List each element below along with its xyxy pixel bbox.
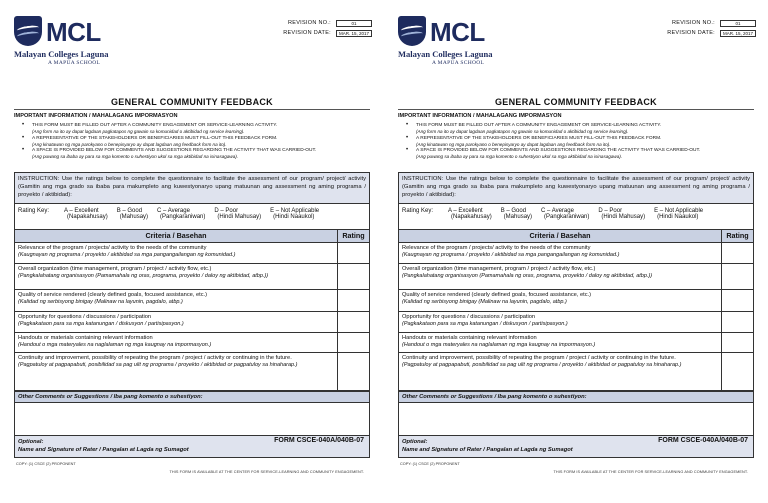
rating-cell[interactable] (721, 312, 753, 332)
optional-signature-label: Name and Signature of Rater / Pangalan at Lagda ng Sumagot (18, 446, 189, 453)
rating-cell[interactable] (721, 290, 753, 311)
other-comments-field[interactable] (398, 403, 754, 436)
rating-key-item: E – Not Applicable (Hindi Naaukol) (654, 208, 704, 220)
instruction-box: INSTRUCTION: Use the ratings below to complete the questionnaire to facilitate the assessment of our program/ project/ activity (Gamitin ang mga grado sa ibaba para makumpleto ang kuwestyonaryo upang matuunan ang assessment ng aming programa / proyekto / aktibidad): (398, 172, 754, 204)
logo-text: MCL (430, 17, 485, 47)
availability-note: THIS FORM IS AVAILABLE AT THE CENTER FOR SERVICE-LEARNING AND COMMUNITY ENGAGEMENT. (169, 470, 364, 474)
list-item: • A SPACE IS PROVIDED BELOW FOR COMMENTS AND SUGGESTIONS REGARDING THE ACTIVITY THAT WAS CARRIED-OUT. (Ang puwang sa ibaba ay para sa mga komento o suhestiyon ukol sa mga aktibidad na isinasagawa). (406, 148, 754, 160)
rating-key (14, 204, 370, 230)
revision-no-value: 01 (720, 20, 756, 27)
rating-key (398, 204, 754, 230)
important-info-title: IMPORTANT INFORMATION / MAHALAGANG IMPORMASYON (14, 113, 178, 119)
list-item: • THIS FORM MUST BE FILLED OUT AFTER A COMMUNITY ENGAGEMENT OR SERVICE-LEARNING ACTIVITY. (Ang form na ito ay dapat lagdaan pagkatapos ng gawain sa komunidad o aktibidad ng service learning). (406, 123, 754, 135)
revision-no-label: REVISION NO.: (671, 20, 715, 26)
other-comments-label: Other Comments or Suggestions / Iba pang komento o suhestiyon: (14, 391, 370, 403)
rating-cell[interactable] (721, 353, 753, 390)
copy-note: COPY: (1) CSCE (2) PROPONENT (16, 462, 76, 466)
optional-label: Optional: (402, 439, 428, 445)
revision-no-label: REVISION NO.: (287, 20, 331, 26)
optional-label: Optional: (18, 439, 44, 445)
rating-key-label: Rating Key: (402, 208, 434, 214)
list-item: • THIS FORM MUST BE FILLED OUT AFTER A COMMUNITY ENGAGEMENT OR SERVICE-LEARNING ACTIVITY. (Ang form na ito ay dapat lagdaan pagkatapos ng gawain sa komunidad o aktibidad ng service learning). (22, 123, 370, 135)
table-row: Quality of service rendered (clearly defined goals, focused assistance, etc.) (Kalidad ng serbisyong binigay (Malinaw na layunin, pagdalo, atbp.) (14, 290, 370, 312)
table-row: Opportunity for questions / discussions / participation (Pagkakataon para sa mga katanungan / diskusyon / partisipasyon.) (398, 312, 754, 333)
school-logo (14, 16, 144, 76)
table-row: Opportunity for questions / discussions / participation (Pagkakataon para sa mga katanungan / diskusyon / partisipasyon.) (14, 312, 370, 333)
other-comments-field[interactable] (14, 403, 370, 436)
revision-date-label: REVISION DATE: (283, 30, 331, 36)
table-row: Continuity and improvement, possibility of repeating the program / project / activity or continuing in the future. (Pagpatuloy at pagpapabuti, posibilidad sa pag ulit ng programa / proyekto / aktibidad or pagpatuloy sa hinaharap.) (398, 353, 754, 391)
logo-text: MCL (46, 17, 101, 47)
revision-info (667, 18, 756, 38)
rating-cell[interactable] (721, 243, 753, 263)
mcl-shield-icon (14, 16, 42, 46)
form-title: GENERAL COMMUNITY FEEDBACK (495, 97, 657, 107)
rating-cell[interactable] (337, 290, 369, 311)
form-code: FORM CSCE-040A/040B-07 (274, 437, 364, 444)
table-row: Continuity and improvement, possibility of repeating the program / project / activity or continuing in the future. (Pagpatuloy at pagpapabuti, posibilidad sa pag ulit ng programa / proyekto / aktibidad or pagpatuloy sa hinaharap.) (14, 353, 370, 391)
form-page-right (384, 0, 768, 503)
rating-cell[interactable] (337, 333, 369, 352)
rating-cell[interactable] (337, 312, 369, 332)
school-subtitle: A MAPÚA SCHOOL (432, 60, 485, 66)
instruction-box: INSTRUCTION: Use the ratings below to complete the questionnaire to facilitate the assessment of our program/ project/ activity (Gamitin ang mga grado sa ibaba para makumpleto ang kuwestyonaryo upang matuunan ang assessment ng aming programa / proyekto / aktibidad): (14, 172, 370, 204)
rating-key-item: A – Excellent (Napakahusay) (448, 208, 492, 220)
table-row: Quality of service rendered (clearly defined goals, focused assistance, etc.) (Kalidad ng serbisyong binigay (Malinaw na layunin, pagdalo, atbp.) (398, 290, 754, 312)
optional-signature-label: Name and Signature of Rater / Pangalan at Lagda ng Sumagot (402, 446, 573, 453)
revision-date-label: REVISION DATE: (667, 30, 715, 36)
important-info-title: IMPORTANT INFORMATION / MAHALAGANG IMPORMASYON (398, 113, 562, 119)
rating-cell[interactable] (337, 353, 369, 390)
revision-info (283, 18, 372, 38)
criteria-header-row (14, 230, 370, 243)
criteria-table (14, 243, 370, 391)
table-row: Handouts or materials containing relevant information (Handout o mga materyales na naglalaman ng mga kaugnay na impormasyon.) (14, 333, 370, 353)
rating-key-item: B – Good (Mahusay) (500, 208, 533, 220)
revision-date-value: MAR. 15, 2017 (336, 30, 372, 37)
rating-key-item: A – Excellent (Napakahusay) (64, 208, 108, 220)
form-code: FORM CSCE-040A/040B-07 (658, 437, 748, 444)
table-row: Handouts or materials containing relevant information (Handout o mga materyales na naglalaman ng mga kaugnay na impormasyon.) (398, 333, 754, 353)
table-row: Overall organization (time management, program / project / activity flow, etc.) (Pangkalahatang organisasyon (Pamamahala ng oras, programa, proyekto / daloy ng aktibidad, atbp.)) (14, 264, 370, 290)
divider (14, 109, 370, 110)
revision-date-value: MAR. 15, 2017 (720, 30, 756, 37)
important-info-list (406, 123, 754, 161)
school-subtitle: A MAPÚA SCHOOL (48, 60, 101, 66)
list-item: • A REPRESENTATIVE OF THE STAKEHOLDERS OR BENEFICIARIES MUST FILL-OUT THIS FEEDBACK FORM. (Ang kinatawan ng mga parokyano o benepisyaryo ay dapat lagdaan ang feedback form na ito). (22, 136, 370, 148)
divider (398, 109, 754, 110)
list-item: • A REPRESENTATIVE OF THE STAKEHOLDERS OR BENEFICIARIES MUST FILL-OUT THIS FEEDBACK FORM. (Ang kinatawan ng mga parokyano o benepisyaryo ay dapat lagdaan ang feedback form na ito). (406, 136, 754, 148)
important-info-list (22, 123, 370, 161)
rating-header: Rating (337, 230, 369, 242)
list-item: • A SPACE IS PROVIDED BELOW FOR COMMENTS AND SUGGESTIONS REGARDING THE ACTIVITY THAT WAS CARRIED-OUT. (Ang puwang sa ibaba ay para sa mga komento o suhestiyon ukol sa mga aktibidad na isinasagawa). (22, 148, 370, 160)
school-logo (398, 16, 528, 76)
availability-note: THIS FORM IS AVAILABLE AT THE CENTER FOR SERVICE-LEARNING AND COMMUNITY ENGAGEMENT. (553, 470, 748, 474)
table-row: Relevance of the program / projects/ activity to the needs of the community (Kaugnayan ng programa / proyekto / aktibidad sa mga pangangailangan ng komunidad.) (14, 243, 370, 264)
other-comments-label: Other Comments or Suggestions / Iba pang komento o suhestiyon: (398, 391, 754, 403)
rating-cell[interactable] (721, 333, 753, 352)
table-row: Overall organization (time management, program / project / activity flow, etc.) (Pangkalahatang organisasyon (Pamamahala ng oras, programa, proyekto / daloy ng aktibidad, atbp.)) (398, 264, 754, 290)
rating-cell[interactable] (337, 264, 369, 289)
criteria-table (398, 243, 754, 391)
mcl-shield-icon (398, 16, 426, 46)
form-title: GENERAL COMMUNITY FEEDBACK (111, 97, 273, 107)
rating-key-item: D – Poor (Hindi Mahusay) (598, 208, 646, 220)
rating-cell[interactable] (337, 243, 369, 263)
criteria-header: Criteria / Basehan (529, 231, 591, 240)
revision-no-value: 01 (336, 20, 372, 27)
rating-header: Rating (721, 230, 753, 242)
rating-key-item: E – Not Applicable (Hindi Naaukol) (270, 208, 320, 220)
table-row: Relevance of the program / projects/ activity to the needs of the community (Kaugnayan ng programa / proyekto / aktibidad sa mga pangangailangan ng komunidad.) (398, 243, 754, 264)
criteria-header-row (398, 230, 754, 243)
rating-key-item: D – Poor (Hindi Mahusay) (214, 208, 262, 220)
rating-cell[interactable] (721, 264, 753, 289)
school-name: Malayan Colleges Laguna (398, 49, 493, 59)
school-name: Malayan Colleges Laguna (14, 49, 109, 59)
rating-key-item: C – Average (Pangkaraniwan) (541, 208, 590, 220)
rating-key-label: Rating Key: (18, 208, 50, 214)
criteria-header: Criteria / Basehan (145, 231, 207, 240)
copy-note: COPY: (1) CSCE (2) PROPONENT (400, 462, 460, 466)
rating-key-item: B – Good (Mahusay) (116, 208, 149, 220)
rating-key-item: C – Average (Pangkaraniwan) (157, 208, 206, 220)
